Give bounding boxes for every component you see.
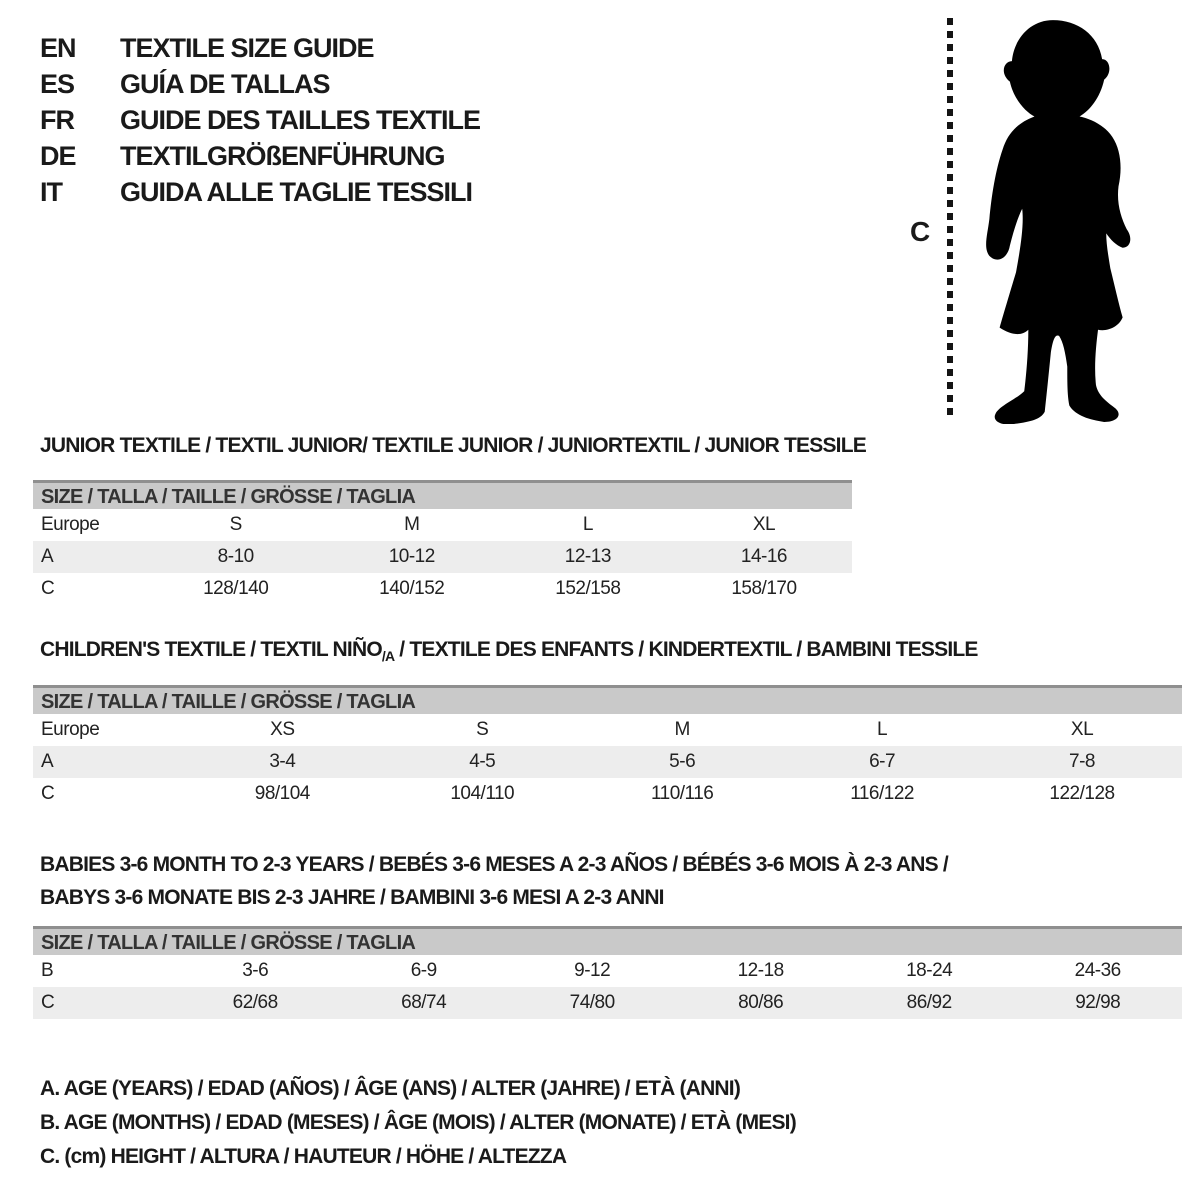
footnote-c: C. (cm) HEIGHT / ALTURA / HAUTEUR / HÖHE / ALTEZZA bbox=[40, 1145, 567, 1168]
cell: L bbox=[582, 514, 593, 535]
children-title-part1: CHILDREN'S TEXTILE / TEXTIL NIÑO bbox=[40, 638, 382, 661]
table-row bbox=[33, 541, 852, 573]
cell: XL bbox=[752, 514, 776, 535]
children-table bbox=[33, 714, 1182, 810]
cell: 86/92 bbox=[906, 992, 952, 1013]
language-title: GUIDA ALLE TAGLIE TESSILI bbox=[120, 177, 472, 207]
cell: 104/110 bbox=[450, 783, 515, 804]
cell: 140/152 bbox=[379, 578, 445, 599]
cell: 7-8 bbox=[1069, 751, 1095, 772]
row-label: C bbox=[41, 992, 55, 1013]
cell: 92/98 bbox=[1075, 992, 1121, 1013]
cell: 152/158 bbox=[555, 578, 621, 599]
children-size-table bbox=[33, 685, 1182, 810]
cell: 62/68 bbox=[232, 992, 278, 1013]
babies-title-line2: BABYS 3-6 MONATE BIS 2-3 JAHRE / BAMBINI 3-6 MESI A 2-3 ANNI bbox=[40, 886, 664, 909]
footnote-b: B. AGE (MONTHS) / EDAD (MESES) / ÂGE (MOIS) / ALTER (MONATE) / ETÀ (MESI) bbox=[40, 1111, 796, 1134]
footnote-a: A. AGE (YEARS) / EDAD (AÑOS) / ÂGE (ANS) / ALTER (JAHRE) / ETÀ (ANNI) bbox=[40, 1077, 741, 1100]
language-title: TEXTILGRÖßENFÜHRUNG bbox=[120, 141, 445, 171]
language-code: FR bbox=[40, 105, 74, 135]
toddler-silhouette-image bbox=[968, 14, 1144, 424]
junior-section-title: JUNIOR TEXTILE / TEXTIL JUNIOR/ TEXTILE JUNIOR / JUNIORTEXTIL / JUNIOR TESSILE bbox=[40, 434, 866, 457]
babies-table bbox=[33, 955, 1182, 1019]
table-row bbox=[33, 955, 1182, 987]
cell: 6-9 bbox=[410, 960, 437, 981]
footnote-legend bbox=[40, 1072, 796, 1174]
cell: 68/74 bbox=[401, 992, 447, 1013]
cell: 5-6 bbox=[669, 751, 696, 772]
size-header-bar: SIZE / TALLA / TAILLE / GRÖSSE / TAGLIA bbox=[33, 685, 1182, 714]
row-label: A bbox=[41, 751, 54, 772]
language-code: IT bbox=[40, 177, 62, 207]
cell: 8-10 bbox=[217, 546, 254, 567]
cell: 122/128 bbox=[1049, 783, 1115, 804]
cell: S bbox=[229, 514, 242, 535]
cell: 110/116 bbox=[650, 783, 714, 804]
cell: 4-5 bbox=[469, 751, 496, 772]
cell: 10-12 bbox=[388, 546, 435, 567]
babies-section-title bbox=[40, 848, 948, 914]
cell: 80/86 bbox=[738, 992, 784, 1013]
row-label: Europe bbox=[41, 719, 100, 740]
table-row bbox=[33, 746, 1182, 778]
table-row bbox=[33, 714, 1182, 746]
children-section-title bbox=[40, 638, 978, 664]
table-row bbox=[33, 778, 1182, 810]
language-code: EN bbox=[40, 33, 76, 63]
cell: 12-18 bbox=[737, 960, 784, 981]
cell: 98/104 bbox=[254, 783, 310, 804]
cell: 158/170 bbox=[731, 578, 797, 599]
babies-title-line1: BABIES 3-6 MONTH TO 2-3 YEARS / BEBÉS 3-6 MESES A 2-3 AÑOS / BÉBÉS 3-6 MOIS À 2-3 ANS / bbox=[40, 853, 948, 876]
language-title: TEXTILE SIZE GUIDE bbox=[120, 33, 374, 63]
junior-table bbox=[33, 509, 852, 605]
row-label: C bbox=[41, 578, 55, 599]
language-row-en bbox=[40, 30, 480, 66]
language-code: DE bbox=[40, 141, 76, 171]
cell: XS bbox=[270, 719, 295, 740]
cell: 116/122 bbox=[850, 783, 914, 804]
language-row-es bbox=[40, 66, 480, 102]
row-label: B bbox=[41, 960, 54, 981]
language-row-it bbox=[40, 174, 480, 210]
cell: 3-4 bbox=[269, 751, 296, 772]
language-row-de bbox=[40, 138, 480, 174]
cell: 6-7 bbox=[869, 751, 896, 772]
table-row bbox=[33, 509, 852, 541]
cell: L bbox=[877, 719, 888, 740]
size-header-bar: SIZE / TALLA / TAILLE / GRÖSSE / TAGLIA bbox=[33, 926, 1182, 955]
children-title-subscript: /A bbox=[381, 648, 395, 665]
language-title: GUÍA DE TALLAS bbox=[120, 69, 330, 99]
cell: 12-13 bbox=[564, 546, 611, 567]
babies-size-table bbox=[33, 926, 1182, 1019]
language-code: ES bbox=[40, 69, 75, 99]
cell: M bbox=[674, 719, 690, 740]
cell: 24-36 bbox=[1074, 960, 1121, 981]
height-measure-dotted-line bbox=[947, 18, 953, 418]
size-header-bar: SIZE / TALLA / TAILLE / GRÖSSE / TAGLIA bbox=[33, 480, 852, 509]
language-title-list bbox=[40, 30, 480, 210]
children-title-part3: / TEXTILE DES ENFANTS / KINDERTEXTIL / BAMBINI TESSILE bbox=[394, 638, 978, 661]
language-title: GUIDE DES TAILLES TEXTILE bbox=[120, 105, 481, 135]
cell: S bbox=[476, 719, 489, 740]
cell: 14-16 bbox=[740, 546, 787, 567]
cell: 128/140 bbox=[203, 578, 269, 599]
language-row-fr bbox=[40, 102, 480, 138]
table-row bbox=[33, 987, 1182, 1019]
table-row bbox=[33, 573, 852, 605]
junior-size-table bbox=[33, 480, 852, 605]
cell: 9-12 bbox=[574, 960, 611, 981]
cell: 74/80 bbox=[569, 992, 615, 1013]
measure-c-label: C bbox=[910, 216, 930, 247]
row-label: Europe bbox=[41, 514, 100, 535]
row-label: A bbox=[41, 546, 54, 567]
cell: XL bbox=[1070, 719, 1094, 740]
cell: M bbox=[404, 514, 420, 535]
cell: 18-24 bbox=[906, 960, 953, 981]
cell: 3-6 bbox=[242, 960, 269, 981]
row-label: C bbox=[41, 783, 55, 804]
